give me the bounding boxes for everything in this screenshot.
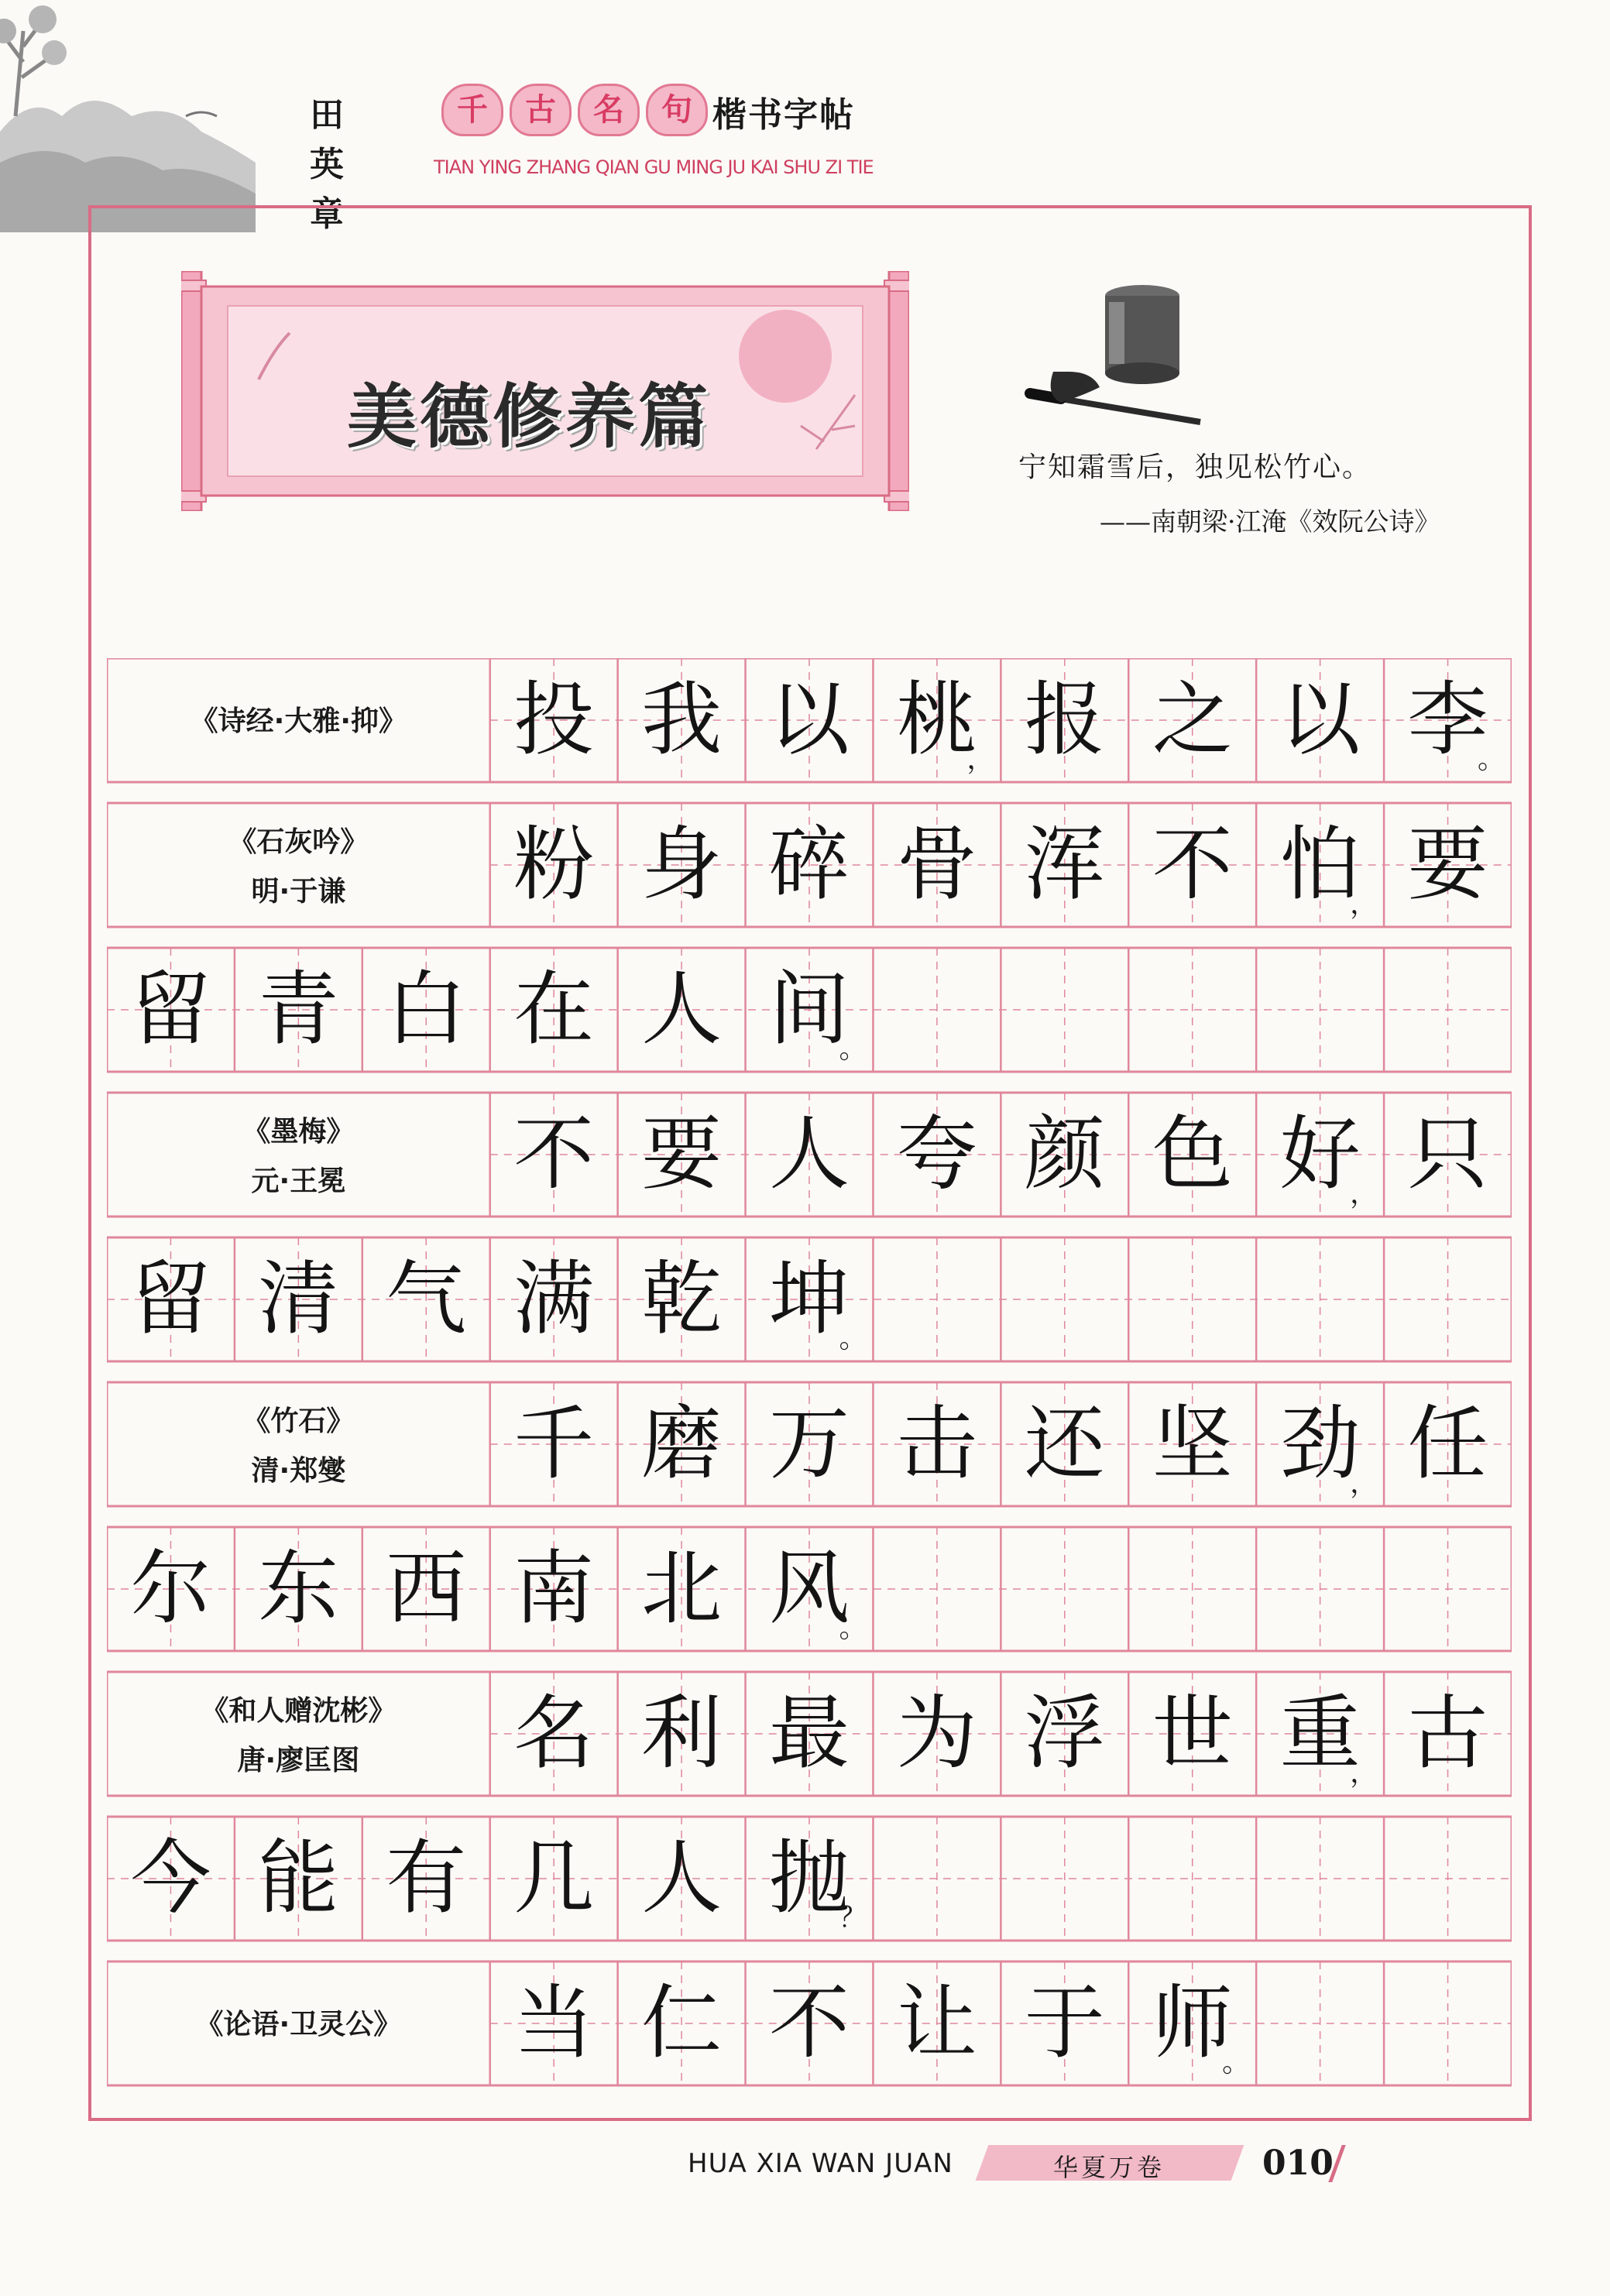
practice-char: 之	[1152, 672, 1233, 767]
title-char: 古	[510, 84, 572, 136]
epigraph-source: ——南朝梁·江淹《效阮公诗》	[1100, 506, 1440, 537]
practice-char: 李	[1407, 672, 1488, 767]
practice-char: 人	[641, 962, 723, 1056]
punctuation-mark: 。	[1222, 2047, 1251, 2078]
practice-char: 只	[1407, 1107, 1488, 1201]
practice-char: 东	[258, 1541, 339, 1635]
practice-char: 乾	[641, 1251, 723, 1346]
practice-char: 不	[513, 1107, 595, 1201]
practice-char: 坚	[1152, 1396, 1233, 1491]
title-char: 句	[646, 84, 708, 136]
practice-char: 投	[513, 672, 595, 767]
punctuation-mark: ？	[839, 1902, 867, 1934]
practice-char: 不	[1152, 817, 1233, 911]
punctuation-mark: 。	[1477, 743, 1506, 775]
punctuation-mark: ，	[1350, 1467, 1378, 1499]
practice-char: 最	[768, 1686, 850, 1780]
practice-char: 击	[896, 1396, 977, 1491]
practice-char: 要	[641, 1107, 723, 1201]
practice-row	[107, 948, 1512, 1072]
practice-char: 留	[130, 1251, 211, 1346]
practice-char: 以	[1279, 672, 1361, 767]
practice-char: 浑	[1024, 817, 1105, 911]
practice-char: 间	[768, 962, 850, 1056]
chapter-title: 美德修养篇	[347, 376, 711, 458]
practice-char: 尔	[130, 1541, 211, 1635]
landscape-decoration	[0, 0, 256, 232]
practice-char: 师	[1152, 1975, 1233, 2070]
practice-char: 为	[896, 1686, 977, 1780]
practice-char: 北	[641, 1541, 723, 1635]
page-number: 010	[1262, 2143, 1334, 2183]
practice-char: 不	[768, 1975, 850, 2070]
practice-char: 还	[1024, 1396, 1105, 1491]
practice-char: 好	[1279, 1107, 1361, 1201]
source-label: 明·于谦	[251, 876, 346, 908]
source-label: 《论语·卫灵公》	[195, 2009, 402, 2040]
punctuation-mark: ，	[1350, 888, 1378, 920]
practice-char: 报	[1024, 672, 1105, 767]
source-label: 《墨梅》	[242, 1116, 355, 1148]
practice-char: 古	[1407, 1686, 1488, 1780]
punctuation-mark: ，	[1350, 1757, 1378, 1789]
practice-char: 要	[1407, 817, 1488, 911]
practice-char: 颜	[1024, 1107, 1105, 1201]
practice-row	[107, 1093, 1512, 1217]
practice-row	[107, 1382, 1512, 1506]
practice-grid	[107, 658, 1512, 2106]
practice-char: 任	[1407, 1396, 1488, 1491]
practice-char: 桃	[896, 672, 977, 767]
practice-char: 人	[641, 1831, 723, 1925]
source-label: 《诗经·大雅·抑》	[190, 705, 407, 737]
practice-char: 风	[768, 1541, 850, 1635]
author-name: 田英章	[310, 95, 345, 234]
practice-char: 青	[258, 962, 339, 1056]
practice-row	[107, 658, 1512, 782]
practice-char: 重	[1279, 1686, 1361, 1780]
practice-char: 人	[768, 1107, 850, 1201]
series-title	[441, 84, 708, 136]
inkstone-icon	[1014, 279, 1247, 434]
practice-char: 南	[513, 1541, 595, 1635]
practice-char: 今	[130, 1831, 211, 1925]
practice-char: 当	[513, 1975, 595, 2070]
practice-char: 让	[896, 1975, 977, 2070]
practice-char: 身	[641, 817, 723, 911]
practice-char: 几	[513, 1831, 595, 1925]
practice-char: 世	[1152, 1686, 1233, 1780]
practice-char: 夸	[896, 1107, 977, 1201]
practice-char: 于	[1024, 1975, 1105, 2070]
title-char: 名	[578, 84, 640, 136]
epigraph-quote: 宁知霜雪后，独见松竹心。	[1018, 451, 1372, 483]
practice-char: 骨	[896, 817, 977, 911]
practice-row	[107, 1237, 1512, 1361]
practice-row	[107, 1527, 1512, 1651]
practice-row	[107, 1672, 1512, 1796]
book-series: 楷书字帖	[712, 95, 855, 135]
title-char: 千	[441, 84, 503, 136]
practice-char: 能	[258, 1831, 339, 1925]
footer-brand: 华夏万卷	[1053, 2153, 1165, 2182]
practice-row	[107, 803, 1512, 927]
practice-char: 碎	[768, 817, 850, 911]
practice-char: 万	[768, 1396, 850, 1491]
source-label: 《和人赠沈彬》	[201, 1695, 396, 1727]
practice-char: 抛	[768, 1831, 850, 1925]
practice-char: 白	[386, 962, 467, 1056]
source-label: 《石灰吟》	[228, 826, 369, 858]
practice-char: 千	[513, 1396, 595, 1491]
punctuation-mark: 。	[839, 1033, 867, 1065]
practice-char: 留	[130, 962, 211, 1056]
practice-char: 劲	[1279, 1396, 1361, 1491]
practice-char: 满	[513, 1251, 595, 1346]
practice-char: 怕	[1279, 817, 1361, 911]
practice-char: 有	[386, 1831, 467, 1925]
practice-char: 我	[641, 672, 723, 767]
practice-char: 清	[258, 1251, 339, 1346]
practice-char: 以	[768, 672, 850, 767]
footer-pinyin: HUA XIA WAN JUAN	[688, 2148, 953, 2179]
practice-char: 粉	[513, 817, 595, 911]
practice-char: 西	[386, 1541, 467, 1635]
practice-char: 在	[513, 962, 595, 1056]
practice-char: 气	[386, 1251, 467, 1346]
source-label: 元·王冕	[251, 1165, 346, 1197]
practice-char: 磨	[641, 1396, 723, 1491]
source-label: 唐·廖匡图	[237, 1745, 360, 1776]
practice-char: 名	[513, 1686, 595, 1780]
practice-row	[107, 1961, 1512, 2085]
punctuation-mark: 。	[839, 1323, 867, 1354]
source-label: 《竹石》	[242, 1405, 355, 1437]
practice-char: 利	[641, 1686, 723, 1780]
punctuation-mark: ，	[966, 743, 995, 775]
punctuation-mark: 。	[839, 1612, 867, 1644]
practice-char: 仁	[641, 1975, 723, 2070]
practice-char: 浮	[1024, 1686, 1105, 1780]
practice-char: 色	[1152, 1107, 1233, 1201]
practice-row	[107, 1817, 1512, 1941]
punctuation-mark: ，	[1350, 1178, 1378, 1210]
practice-char: 坤	[768, 1251, 850, 1346]
source-label: 清·郑燮	[251, 1455, 346, 1487]
header-pinyin: TIAN YING ZHANG QIAN GU MING JU KAI SHU ZI TIE	[434, 156, 874, 178]
